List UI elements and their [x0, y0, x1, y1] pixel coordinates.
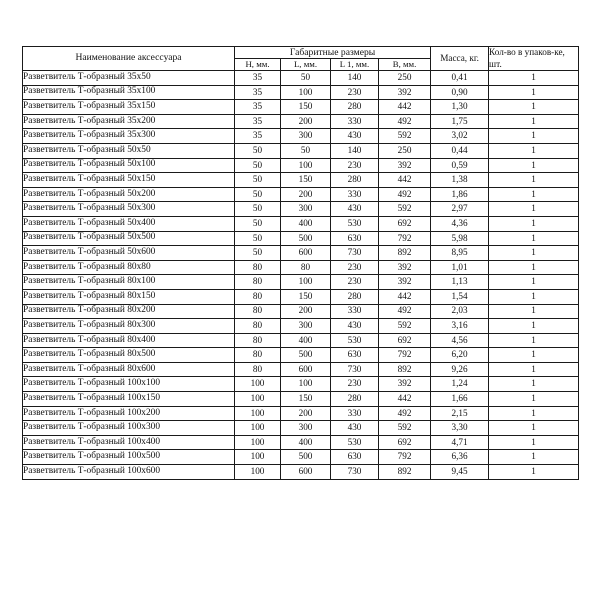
cell-b: 442 — [379, 173, 431, 188]
cell-l: 100 — [281, 85, 331, 100]
cell-name: Разветвитель Т-образный 100х300 — [23, 421, 235, 436]
cell-l: 400 — [281, 333, 331, 348]
cell-name: Разветвитель Т-образный 80х80 — [23, 260, 235, 275]
table-row — [23, 158, 579, 173]
table-row — [23, 333, 579, 348]
cell-l: 300 — [281, 319, 331, 334]
cell-l1: 230 — [331, 275, 379, 290]
cell-l1: 280 — [331, 289, 379, 304]
cell-b: 792 — [379, 450, 431, 465]
cell-name: Разветвитель Т-образный 50х200 — [23, 187, 235, 202]
cell-l: 150 — [281, 289, 331, 304]
cell-l1: 430 — [331, 129, 379, 144]
cell-l: 400 — [281, 216, 331, 231]
cell-h: 50 — [235, 187, 281, 202]
column-header-h: H, мм. — [235, 59, 281, 71]
table-row — [23, 260, 579, 275]
cell-qty: 1 — [489, 85, 579, 100]
table-body — [23, 71, 579, 480]
cell-mass: 0,44 — [431, 143, 489, 158]
cell-mass: 5,98 — [431, 231, 489, 246]
table-row — [23, 71, 579, 86]
cell-l: 400 — [281, 435, 331, 450]
cell-h: 50 — [235, 216, 281, 231]
cell-h: 50 — [235, 143, 281, 158]
cell-h: 35 — [235, 71, 281, 86]
cell-l1: 230 — [331, 377, 379, 392]
cell-l1: 730 — [331, 465, 379, 480]
cell-h: 50 — [235, 173, 281, 188]
cell-l: 500 — [281, 348, 331, 363]
cell-qty: 1 — [489, 435, 579, 450]
cell-b: 792 — [379, 231, 431, 246]
cell-b: 492 — [379, 406, 431, 421]
cell-name: Разветвитель Т-образный 50х600 — [23, 246, 235, 261]
cell-qty: 1 — [489, 216, 579, 231]
cell-mass: 1,38 — [431, 173, 489, 188]
cell-l1: 280 — [331, 392, 379, 407]
table-row — [23, 435, 579, 450]
cell-name: Разветвитель Т-образный 35х100 — [23, 85, 235, 100]
cell-l1: 230 — [331, 260, 379, 275]
cell-l1: 730 — [331, 246, 379, 261]
table-row — [23, 304, 579, 319]
cell-h: 50 — [235, 246, 281, 261]
cell-h: 35 — [235, 114, 281, 129]
cell-mass: 1,24 — [431, 377, 489, 392]
table-row — [23, 187, 579, 202]
cell-b: 492 — [379, 187, 431, 202]
cell-h: 50 — [235, 202, 281, 217]
cell-l: 600 — [281, 362, 331, 377]
cell-qty: 1 — [489, 114, 579, 129]
cell-qty: 1 — [489, 187, 579, 202]
cell-l1: 430 — [331, 421, 379, 436]
cell-l: 100 — [281, 377, 331, 392]
cell-qty: 1 — [489, 406, 579, 421]
cell-name: Разветвитель Т-образный 35х50 — [23, 71, 235, 86]
cell-h: 100 — [235, 450, 281, 465]
cell-mass: 4,56 — [431, 333, 489, 348]
cell-mass: 2,15 — [431, 406, 489, 421]
cell-l: 600 — [281, 246, 331, 261]
cell-b: 592 — [379, 421, 431, 436]
cell-qty: 1 — [489, 450, 579, 465]
cell-b: 892 — [379, 362, 431, 377]
cell-b: 250 — [379, 143, 431, 158]
cell-name: Разветвитель Т-образный 100х600 — [23, 465, 235, 480]
cell-l1: 230 — [331, 158, 379, 173]
cell-mass: 4,71 — [431, 435, 489, 450]
cell-l: 300 — [281, 129, 331, 144]
cell-l1: 330 — [331, 114, 379, 129]
column-header-mass: Масса, кг. — [431, 47, 489, 71]
table-row — [23, 216, 579, 231]
cell-name: Разветвитель Т-образный 80х150 — [23, 289, 235, 304]
table-row — [23, 392, 579, 407]
cell-qty: 1 — [489, 465, 579, 480]
table-row — [23, 319, 579, 334]
cell-name: Разветвитель Т-образный 80х500 — [23, 348, 235, 363]
cell-b: 892 — [379, 465, 431, 480]
cell-qty: 1 — [489, 421, 579, 436]
cell-mass: 6,20 — [431, 348, 489, 363]
cell-b: 792 — [379, 348, 431, 363]
cell-l1: 330 — [331, 187, 379, 202]
cell-h: 80 — [235, 260, 281, 275]
cell-qty: 1 — [489, 392, 579, 407]
cell-l1: 630 — [331, 450, 379, 465]
cell-b: 592 — [379, 319, 431, 334]
cell-name: Разветвитель Т-образный 80х600 — [23, 362, 235, 377]
cell-h: 80 — [235, 362, 281, 377]
table-row — [23, 143, 579, 158]
cell-name: Разветвитель Т-образный 100х500 — [23, 450, 235, 465]
table-head — [23, 47, 579, 71]
cell-mass: 9,45 — [431, 465, 489, 480]
cell-qty: 1 — [489, 362, 579, 377]
table-row — [23, 450, 579, 465]
cell-l: 150 — [281, 392, 331, 407]
cell-b: 592 — [379, 202, 431, 217]
cell-h: 100 — [235, 435, 281, 450]
cell-qty: 1 — [489, 173, 579, 188]
cell-l1: 140 — [331, 71, 379, 86]
cell-h: 50 — [235, 158, 281, 173]
column-header-b: B, мм. — [379, 59, 431, 71]
cell-name: Разветвитель Т-образный 80х200 — [23, 304, 235, 319]
table-row — [23, 129, 579, 144]
cell-qty: 1 — [489, 289, 579, 304]
cell-l1: 330 — [331, 304, 379, 319]
cell-l1: 630 — [331, 231, 379, 246]
cell-l: 150 — [281, 100, 331, 115]
table-row — [23, 202, 579, 217]
cell-l1: 530 — [331, 333, 379, 348]
cell-l: 200 — [281, 187, 331, 202]
cell-name: Разветвитель Т-образный 50х50 — [23, 143, 235, 158]
cell-name: Разветвитель Т-образный 50х300 — [23, 202, 235, 217]
cell-l1: 730 — [331, 362, 379, 377]
cell-qty: 1 — [489, 348, 579, 363]
cell-qty: 1 — [489, 260, 579, 275]
cell-h: 80 — [235, 304, 281, 319]
table-row — [23, 85, 579, 100]
cell-l: 150 — [281, 173, 331, 188]
cell-mass: 3,16 — [431, 319, 489, 334]
table-row — [23, 114, 579, 129]
cell-l: 300 — [281, 202, 331, 217]
cell-l: 200 — [281, 304, 331, 319]
cell-b: 892 — [379, 246, 431, 261]
cell-l: 500 — [281, 231, 331, 246]
column-header-name: Наименование аксессуара — [23, 47, 235, 71]
cell-name: Разветвитель Т-образный 50х100 — [23, 158, 235, 173]
cell-mass: 1,54 — [431, 289, 489, 304]
cell-name: Разветвитель Т-образный 35х200 — [23, 114, 235, 129]
column-header-quantity: Кол-во в упаков-ке, шт. — [489, 47, 579, 71]
cell-mass: 8,95 — [431, 246, 489, 261]
cell-qty: 1 — [489, 377, 579, 392]
cell-b: 250 — [379, 71, 431, 86]
cell-l1: 530 — [331, 216, 379, 231]
table-header-row-1 — [23, 47, 579, 59]
cell-name: Разветвитель Т-образный 100х400 — [23, 435, 235, 450]
cell-l: 200 — [281, 406, 331, 421]
cell-l: 50 — [281, 71, 331, 86]
table-row — [23, 421, 579, 436]
cell-qty: 1 — [489, 100, 579, 115]
cell-qty: 1 — [489, 231, 579, 246]
cell-l: 200 — [281, 114, 331, 129]
cell-h: 100 — [235, 465, 281, 480]
column-header-l: L, мм. — [281, 59, 331, 71]
cell-h: 35 — [235, 129, 281, 144]
cell-mass: 9,26 — [431, 362, 489, 377]
cell-l1: 630 — [331, 348, 379, 363]
cell-l: 80 — [281, 260, 331, 275]
cell-l1: 230 — [331, 85, 379, 100]
cell-b: 392 — [379, 260, 431, 275]
cell-qty: 1 — [489, 143, 579, 158]
table-row — [23, 348, 579, 363]
cell-l1: 330 — [331, 406, 379, 421]
cell-mass: 1,86 — [431, 187, 489, 202]
cell-name: Разветвитель Т-образный 35х300 — [23, 129, 235, 144]
cell-h: 80 — [235, 289, 281, 304]
accessory-spec-table — [22, 46, 579, 480]
cell-mass: 1,30 — [431, 100, 489, 115]
cell-mass: 1,66 — [431, 392, 489, 407]
cell-b: 692 — [379, 216, 431, 231]
cell-h: 80 — [235, 348, 281, 363]
cell-mass: 3,02 — [431, 129, 489, 144]
cell-b: 442 — [379, 289, 431, 304]
cell-h: 100 — [235, 392, 281, 407]
cell-mass: 1,75 — [431, 114, 489, 129]
cell-h: 80 — [235, 333, 281, 348]
cell-h: 100 — [235, 377, 281, 392]
cell-name: Разветвитель Т-образный 80х300 — [23, 319, 235, 334]
cell-b: 442 — [379, 100, 431, 115]
cell-mass: 1,13 — [431, 275, 489, 290]
cell-b: 692 — [379, 435, 431, 450]
cell-l1: 280 — [331, 100, 379, 115]
cell-mass: 0,41 — [431, 71, 489, 86]
spec-table-container — [22, 46, 578, 480]
cell-b: 392 — [379, 377, 431, 392]
cell-b: 692 — [379, 333, 431, 348]
cell-qty: 1 — [489, 319, 579, 334]
cell-b: 392 — [379, 275, 431, 290]
table-row — [23, 275, 579, 290]
cell-l1: 430 — [331, 202, 379, 217]
cell-b: 392 — [379, 85, 431, 100]
cell-mass: 2,03 — [431, 304, 489, 319]
cell-mass: 0,59 — [431, 158, 489, 173]
cell-name: Разветвитель Т-образный 35х150 — [23, 100, 235, 115]
table-row — [23, 173, 579, 188]
cell-name: Разветвитель Т-образный 100х150 — [23, 392, 235, 407]
cell-mass: 2,97 — [431, 202, 489, 217]
cell-h: 100 — [235, 406, 281, 421]
cell-b: 392 — [379, 158, 431, 173]
cell-l: 300 — [281, 421, 331, 436]
cell-l: 100 — [281, 158, 331, 173]
cell-name: Разветвитель Т-образный 100х200 — [23, 406, 235, 421]
table-row — [23, 100, 579, 115]
cell-l: 50 — [281, 143, 331, 158]
cell-name: Разветвитель Т-образный 50х150 — [23, 173, 235, 188]
cell-h: 80 — [235, 319, 281, 334]
cell-mass: 4,36 — [431, 216, 489, 231]
table-row — [23, 362, 579, 377]
cell-h: 35 — [235, 100, 281, 115]
cell-l: 600 — [281, 465, 331, 480]
cell-l1: 280 — [331, 173, 379, 188]
cell-qty: 1 — [489, 246, 579, 261]
column-header-overall-dimensions: Габаритные размеры — [235, 47, 431, 59]
cell-qty: 1 — [489, 158, 579, 173]
cell-name: Разветвитель Т-образный 80х100 — [23, 275, 235, 290]
cell-name: Разветвитель Т-образный 50х500 — [23, 231, 235, 246]
cell-l: 100 — [281, 275, 331, 290]
table-row — [23, 246, 579, 261]
table-row — [23, 231, 579, 246]
cell-qty: 1 — [489, 275, 579, 290]
table-row — [23, 289, 579, 304]
cell-b: 492 — [379, 304, 431, 319]
cell-l1: 140 — [331, 143, 379, 158]
cell-h: 50 — [235, 231, 281, 246]
cell-b: 492 — [379, 114, 431, 129]
cell-qty: 1 — [489, 333, 579, 348]
cell-l1: 530 — [331, 435, 379, 450]
table-row — [23, 377, 579, 392]
cell-qty: 1 — [489, 202, 579, 217]
cell-mass: 0,90 — [431, 85, 489, 100]
column-header-l1: L 1, мм. — [331, 59, 379, 71]
cell-qty: 1 — [489, 71, 579, 86]
cell-h: 100 — [235, 421, 281, 436]
cell-b: 442 — [379, 392, 431, 407]
cell-h: 80 — [235, 275, 281, 290]
cell-mass: 1,01 — [431, 260, 489, 275]
cell-l1: 430 — [331, 319, 379, 334]
cell-qty: 1 — [489, 304, 579, 319]
cell-name: Разветвитель Т-образный 50х400 — [23, 216, 235, 231]
cell-qty: 1 — [489, 129, 579, 144]
table-row — [23, 406, 579, 421]
cell-name: Разветвитель Т-образный 100х100 — [23, 377, 235, 392]
cell-mass: 6,36 — [431, 450, 489, 465]
cell-l: 500 — [281, 450, 331, 465]
cell-b: 592 — [379, 129, 431, 144]
table-row — [23, 465, 579, 480]
cell-mass: 3,30 — [431, 421, 489, 436]
cell-h: 35 — [235, 85, 281, 100]
cell-name: Разветвитель Т-образный 80х400 — [23, 333, 235, 348]
